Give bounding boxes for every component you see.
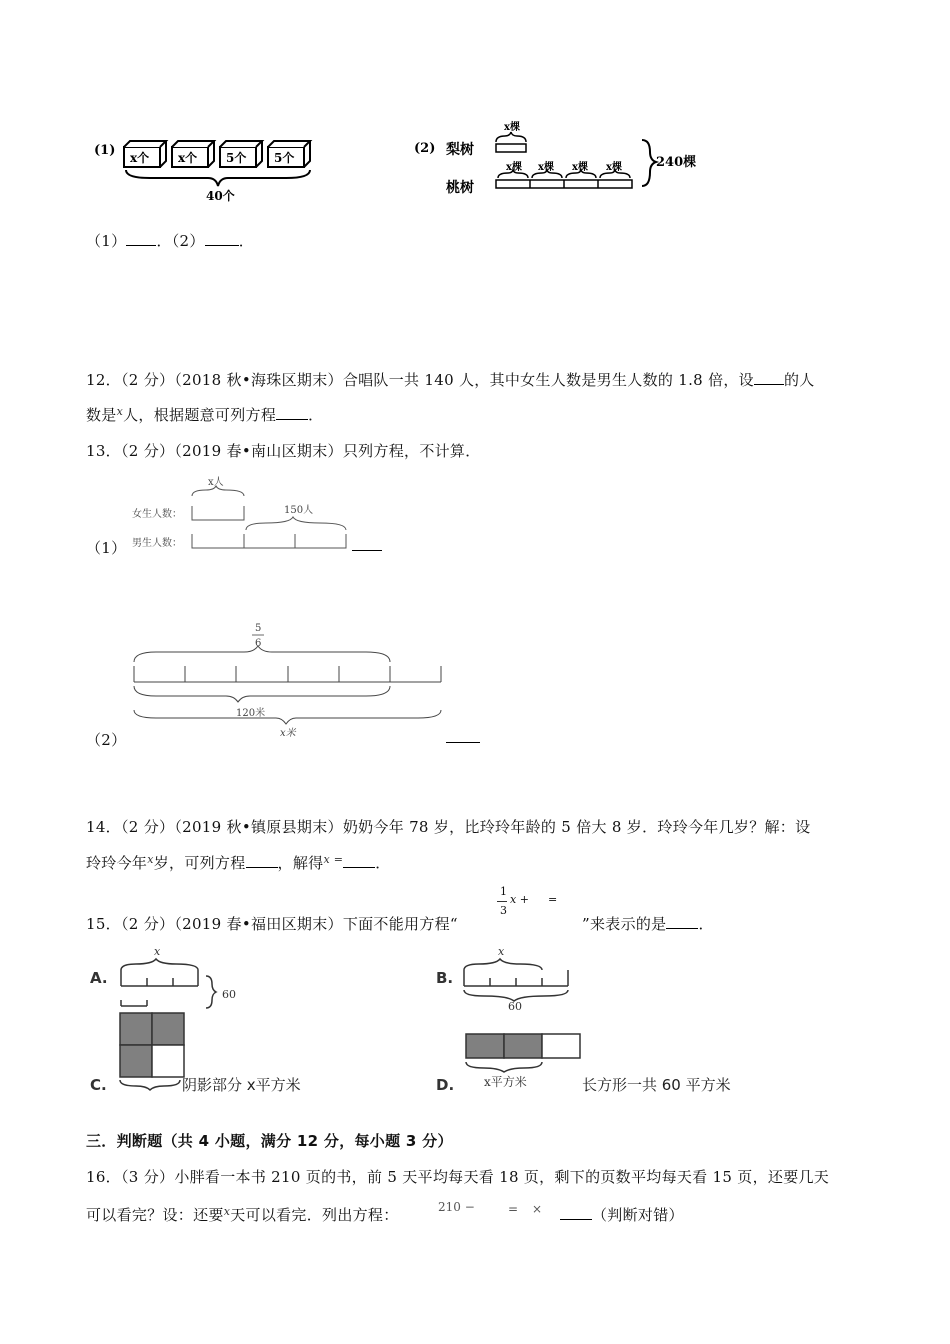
- q13-blank-1[interactable]: [352, 536, 382, 551]
- q13-blank-2[interactable]: [446, 728, 480, 743]
- q15-frac-den: 3: [500, 904, 507, 917]
- q11-ans-label-2: ．（2）: [156, 232, 205, 250]
- q12-number: 12．: [86, 371, 121, 389]
- q15-a-label: A.: [90, 969, 108, 987]
- q12-var: x: [116, 405, 124, 418]
- q15-frac-bar: [497, 901, 507, 902]
- q15-option-d: [434, 1028, 754, 1094]
- q15-c-caption: 阴影部分 x平方米: [182, 1076, 301, 1094]
- q14-line-2: [86, 852, 391, 873]
- q13-frac-num: 5: [255, 623, 262, 634]
- q13-diff-label: 150人: [284, 505, 314, 516]
- q12-text-3: 数是: [86, 406, 117, 424]
- q11-d2-u2: x棵: [538, 162, 554, 173]
- q14-text-1: 奶奶今年 78 岁，比玲玲年龄的 5 倍大 8 岁．玲玲今年几岁？解：设: [342, 818, 811, 836]
- q13-part1-diagram: [130, 470, 390, 555]
- q16-eq-2: =: [508, 1202, 519, 1216]
- q13-part1-label: （1）: [86, 539, 127, 557]
- q16-line-1: [86, 1166, 829, 1187]
- q11-ans-label-1: （1）: [86, 232, 127, 250]
- q15-blank[interactable]: [666, 914, 698, 929]
- q11-d2-label: (2): [414, 141, 436, 156]
- q15-option-b: [434, 940, 604, 1015]
- q16-blank[interactable]: [560, 1205, 592, 1220]
- q13-text: 只列方程，不计算．: [342, 442, 481, 460]
- q16-number: 16．: [86, 1168, 121, 1186]
- q14-score: （2 分）: [121, 818, 175, 836]
- q14-var: x: [147, 853, 154, 866]
- q15-line-1b: [582, 913, 714, 934]
- q16-text-2: 可以看完？设：还要: [86, 1206, 224, 1224]
- q15-d-under: x平方米: [484, 1075, 527, 1089]
- q11-box3: 5个: [226, 151, 247, 165]
- q11-d1-total: 40个: [206, 189, 235, 203]
- q16-line-2: [86, 1204, 399, 1225]
- q15-score: （2 分）: [121, 915, 175, 933]
- q15-c-label: C.: [90, 1076, 107, 1094]
- q15-a-right: 60: [222, 988, 236, 1001]
- q15-expr: x +: [510, 893, 529, 906]
- q11-diagram-2: [410, 116, 710, 202]
- q13-part2-diagram: [126, 620, 456, 742]
- q15-text-1: 下面不能用方程“: [342, 915, 458, 933]
- q11-box2: x个: [178, 151, 198, 165]
- q12-text-1: 合唱队一共 140 人，其中女生人数是男生人数的 1.8 倍，设: [342, 371, 754, 389]
- q13-bottom-label: x米: [280, 728, 296, 739]
- q13-frac-den: 6: [255, 638, 262, 649]
- q13-part2-label: （2）: [86, 731, 127, 749]
- q15-b-bottom: 60: [508, 1000, 522, 1013]
- q14-line-1: [86, 816, 810, 837]
- q11-d2-u1: x棵: [506, 162, 522, 173]
- q15-option-c: [88, 1010, 338, 1095]
- q13-top-label: x人: [208, 477, 224, 488]
- q14-number: 14．: [86, 818, 121, 836]
- q13-girls-label: 女生人数：: [132, 509, 182, 520]
- q12-text-4: 人，根据题意可列方程: [123, 406, 277, 424]
- q15-option-a: [88, 940, 258, 1015]
- q13-boys-label: 男生人数：: [132, 538, 182, 549]
- q12-blank-2[interactable]: [276, 405, 308, 420]
- q12-text-2: 的人: [783, 371, 815, 389]
- q16-eq-3: ×: [532, 1202, 543, 1216]
- q11-d2-u3: x棵: [572, 162, 588, 173]
- q16-score: （3 分）: [121, 1168, 175, 1186]
- q14-end: ．: [375, 854, 391, 872]
- q11-diagram-1: [90, 130, 330, 205]
- q15-frac-num: 1: [500, 885, 507, 898]
- q11-blank-1[interactable]: [126, 231, 156, 246]
- q12-blank-1[interactable]: [754, 370, 784, 385]
- q13-mid-label: 120米: [236, 708, 266, 719]
- q15-source: （2019 春•福田区期末）: [174, 915, 343, 933]
- q15-text-2: ”来表示的是: [582, 915, 667, 933]
- q15-number: 15．: [86, 915, 121, 933]
- q14-eq: x =: [323, 853, 344, 866]
- q16-judge-line: [560, 1204, 684, 1225]
- q14-blank-1[interactable]: [246, 853, 278, 868]
- q14-source: （2019 秋•镇原县期末）: [174, 818, 343, 836]
- q13-line-1: [86, 440, 481, 461]
- q11-answer-line: [86, 230, 254, 251]
- q12-score: （2 分）: [121, 371, 175, 389]
- q12-source: （2018 秋•海珠区期末）: [174, 371, 343, 389]
- q16-judge: （判断对错）: [592, 1206, 684, 1224]
- q11-d2-row2: 桃树: [446, 180, 474, 196]
- q15-eq: =: [548, 893, 558, 906]
- q16-text-1: 小胖看一本书 210 页的书，前 5 天平均每天看 18 页，剩下的页数平均每天看 15 页，还要几天: [174, 1168, 830, 1186]
- q11-d2-row1: 梨树: [446, 142, 474, 158]
- q13-score: （2 分）: [121, 442, 175, 460]
- q14-text-4: ，解得: [277, 854, 324, 872]
- q14-blank-2[interactable]: [343, 853, 375, 868]
- q11-box1: x个: [130, 151, 150, 165]
- q11-blank-2[interactable]: [205, 231, 239, 246]
- q15-d-caption: 长方形一共 60 平方米: [582, 1076, 731, 1094]
- q12-end: ．: [308, 406, 324, 424]
- q11-d2-total: 240棵: [656, 155, 697, 170]
- q11-d2-u4: x棵: [606, 162, 622, 173]
- q15-d-label: D.: [436, 1076, 455, 1094]
- q13-source: （2019 春•南山区期末）: [174, 442, 343, 460]
- q16-text-3: 天可以看完．列出方程：: [230, 1206, 399, 1224]
- q12-line-1: [86, 369, 815, 390]
- section-3-title: 三．判断题（共 4 小题，满分 12 分，每小题 3 分）: [86, 1132, 453, 1150]
- q11-d2-top-unit: x棵: [504, 122, 520, 133]
- q11-box4: 5个: [274, 151, 295, 165]
- q14-text-2: 玲玲今年: [86, 854, 148, 872]
- q11-d1-label: (1): [94, 143, 116, 158]
- q15-line-1: [86, 913, 458, 934]
- q16-var: x: [223, 1205, 231, 1218]
- q14-text-3: 岁，可列方程: [153, 854, 246, 872]
- q13-number: 13．: [86, 442, 121, 460]
- q15-a-top: x: [154, 945, 161, 958]
- q15-end: ．: [698, 915, 714, 933]
- q16-eq-1: 210 −: [438, 1200, 475, 1214]
- q11-ans-end: ．: [238, 232, 255, 250]
- q15-b-top: x: [498, 945, 505, 958]
- q12-line-2: [86, 404, 323, 425]
- q15-b-label: B.: [436, 969, 454, 987]
